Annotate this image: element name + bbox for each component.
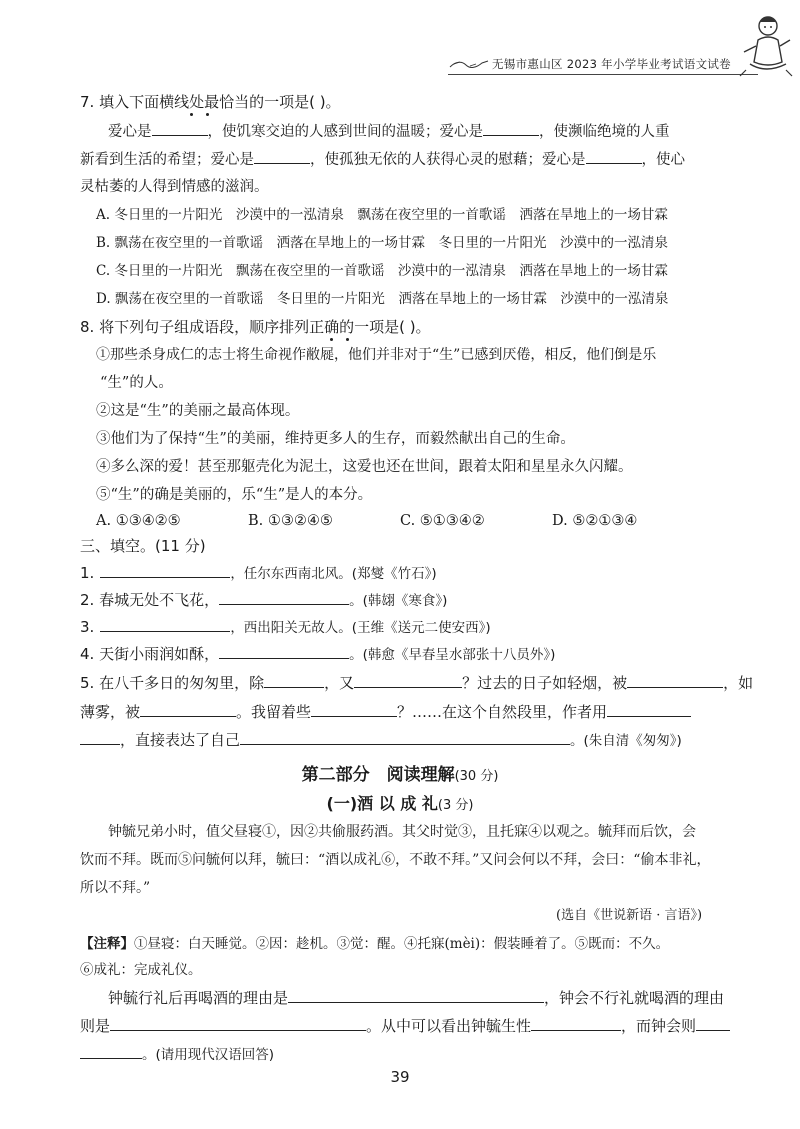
reading1-question-line-2: 则是 。从中可以看出钟毓生性 ，而钟会则 [80,1016,730,1036]
blank-line[interactable] [531,1016,621,1031]
q8-sentence-2: ②这是“生”的美丽之最高体现。 [96,403,300,419]
emphasis-dot [206,113,209,116]
reading1-paragraph-2: 饮而不拜。既而⑤问毓何以拜，毓曰：“酒以成礼⑥，不敢不拜。”又问会何以不拜，会曰：“偷本非礼， [80,852,711,868]
q8-sentence-1-cont: “生”的人。 [100,375,173,391]
q7-option-d[interactable]: D. 飘荡在夜空里的一首歌谣 冬日里的一片阳光 洒落在旱地上的一场甘霖 沙漠中的一泓清泉 [96,291,669,307]
q7-option-c[interactable]: C. 冬日里的一片阳光 飘荡在夜空里的一首歌谣 沙漠中的一泓清泉 洒落在旱地上的一场甘霖 [96,263,668,279]
blank-line[interactable] [483,121,539,136]
fill-3: 3. ，西出阳关无故人。(王维《送元二使安西》) [80,618,491,636]
q7-option-a[interactable]: A. 冬日里的一片阳光 沙漠中的一泓清泉 飘荡在夜空里的一首歌谣 洒落在旱地上的一场甘霖 [96,207,668,223]
q7-passage-line-3: 灵枯萎的人得到情感的滋润。 [80,179,269,195]
blank-line[interactable] [254,149,310,164]
emphasis-dot [346,338,349,341]
header-rule [448,74,758,75]
q7-stem: 7. 填入下面横线处最恰当的一项是( )。 [80,93,341,111]
q8-stem: 8. 将下列句子组成语段，顺序排列正确的一项是( )。 [80,318,431,336]
q8-option-b[interactable]: B. ①③②④⑤ [248,513,333,529]
q7-option-b[interactable]: B. 飘荡在夜空里的一首歌谣 洒落在旱地上的一场甘霖 冬日里的一片阳光 沙漠中的一泓清泉 [96,235,669,251]
blank-line[interactable] [627,673,723,688]
q7-passage-line-2: 新看到生活的希望；爱心是 ，使孤独无依的人获得心灵的慰藉；爱心是 ，使心 [80,149,685,170]
q8-sentence-3: ③他们为了保持“生”的美丽，维持更多人的生存，而毅然献出自己的生命。 [96,431,575,447]
reading1-question-line-3: 。(请用现代汉语回答) [80,1044,274,1065]
page-number: 39 [390,1068,410,1086]
fill-5-line-3: ，直接表达了自己 。(朱自清《匆匆》) [80,730,682,751]
blank-line[interactable] [264,673,324,688]
part2-title: 第二部分 阅读理解(30 分) [301,765,499,785]
reading1-paragraph-3: 所以不拜。” [80,880,151,896]
fill-1: 1. ，任尔东西南北风。(郑燮《竹石》) [80,564,437,582]
blank-line[interactable] [240,730,570,745]
reading1-source: (选自《世说新语 · 言语》) [556,908,703,923]
blank-line[interactable] [607,702,691,717]
blank-line[interactable] [140,702,236,717]
emphasis-dot [330,338,333,341]
blank-line[interactable] [696,1016,730,1031]
emphasis-dot [190,113,193,116]
mascot-figure-icon [736,10,796,78]
fill-5-line-2: 薄雾，被 。我留着些 ？……在这个自然段里，作者用 [80,702,691,722]
q7-passage-line-1: 爱心是 ，使饥寒交迫的人感到世间的温暖；爱心是 ，使濒临绝境的人重 [108,121,670,142]
decorative-swirl-icon [448,59,492,69]
header-title: 无锡市惠山区 2023 年小学毕业考试语文试卷 [492,57,731,71]
fill-2: 2. 春城无处不飞花， 。(韩翃《寒食》) [80,591,448,609]
reading1-title: (一)酒 以 成 礼(3 分) [326,794,474,813]
reading1-notes-cont: ⑥成礼：完成礼仪。 [80,962,202,978]
fill-5-line-1: 5. 在八千多日的匆匆里，除 ，又 ？过去的日子如轻烟，被 ，如 [80,674,754,692]
q8-sentence-5: ⑤“生”的确是美丽的，乐“生”是人的本分。 [96,487,373,503]
q8-sentence-1: ①那些杀身成仁的志士将生命视作敝屣，他们并非对于“生”已感到厌倦，相反，他们倒是乐 [96,347,657,363]
blank-line[interactable] [586,149,642,164]
fill-4: 4. 天街小雨润如酥， 。(韩愈《早春呈水部张十八员外》) [80,645,556,663]
blank-line[interactable] [311,702,397,717]
blank-line[interactable] [100,563,230,578]
blank-line[interactable] [80,730,120,745]
q8-option-d[interactable]: D. ⑤②①③④ [552,513,638,529]
section3-title: 三、填空。(11 分) [80,537,206,555]
blank-line[interactable] [219,590,349,605]
reading1-question-line-1: 钟毓行礼后再喝酒的理由是 ，钟会不行礼就喝酒的理由 [108,989,725,1007]
reading1-paragraph-1: 钟毓兄弟小时，值父昼寝①，因②共偷服药酒。其父时觉③，且托寐④以观之。毓拜而后饮，会 [108,824,696,840]
blank-line[interactable] [288,988,544,1003]
q8-option-c[interactable]: C. ⑤①③④② [400,513,485,529]
q8-sentence-4: ④多么深的爱！甚至那躯壳化为泥土，这爱也还在世间，跟着太阳和星星永久闪耀。 [96,459,633,475]
blank-line[interactable] [100,617,230,632]
blank-line[interactable] [110,1016,366,1031]
reading1-notes: 【注释】①昼寝：白天睡觉。②因：趁机。③觉：醒。④托寐(mèi)：假装睡着了。⑤既而：不久。 [80,936,670,952]
blank-line[interactable] [219,644,349,659]
blank-line[interactable] [152,121,208,136]
q8-option-a[interactable]: A. ①③④②⑤ [96,513,181,529]
blank-line[interactable] [354,673,462,688]
blank-line[interactable] [80,1044,142,1059]
page-header [448,50,748,78]
